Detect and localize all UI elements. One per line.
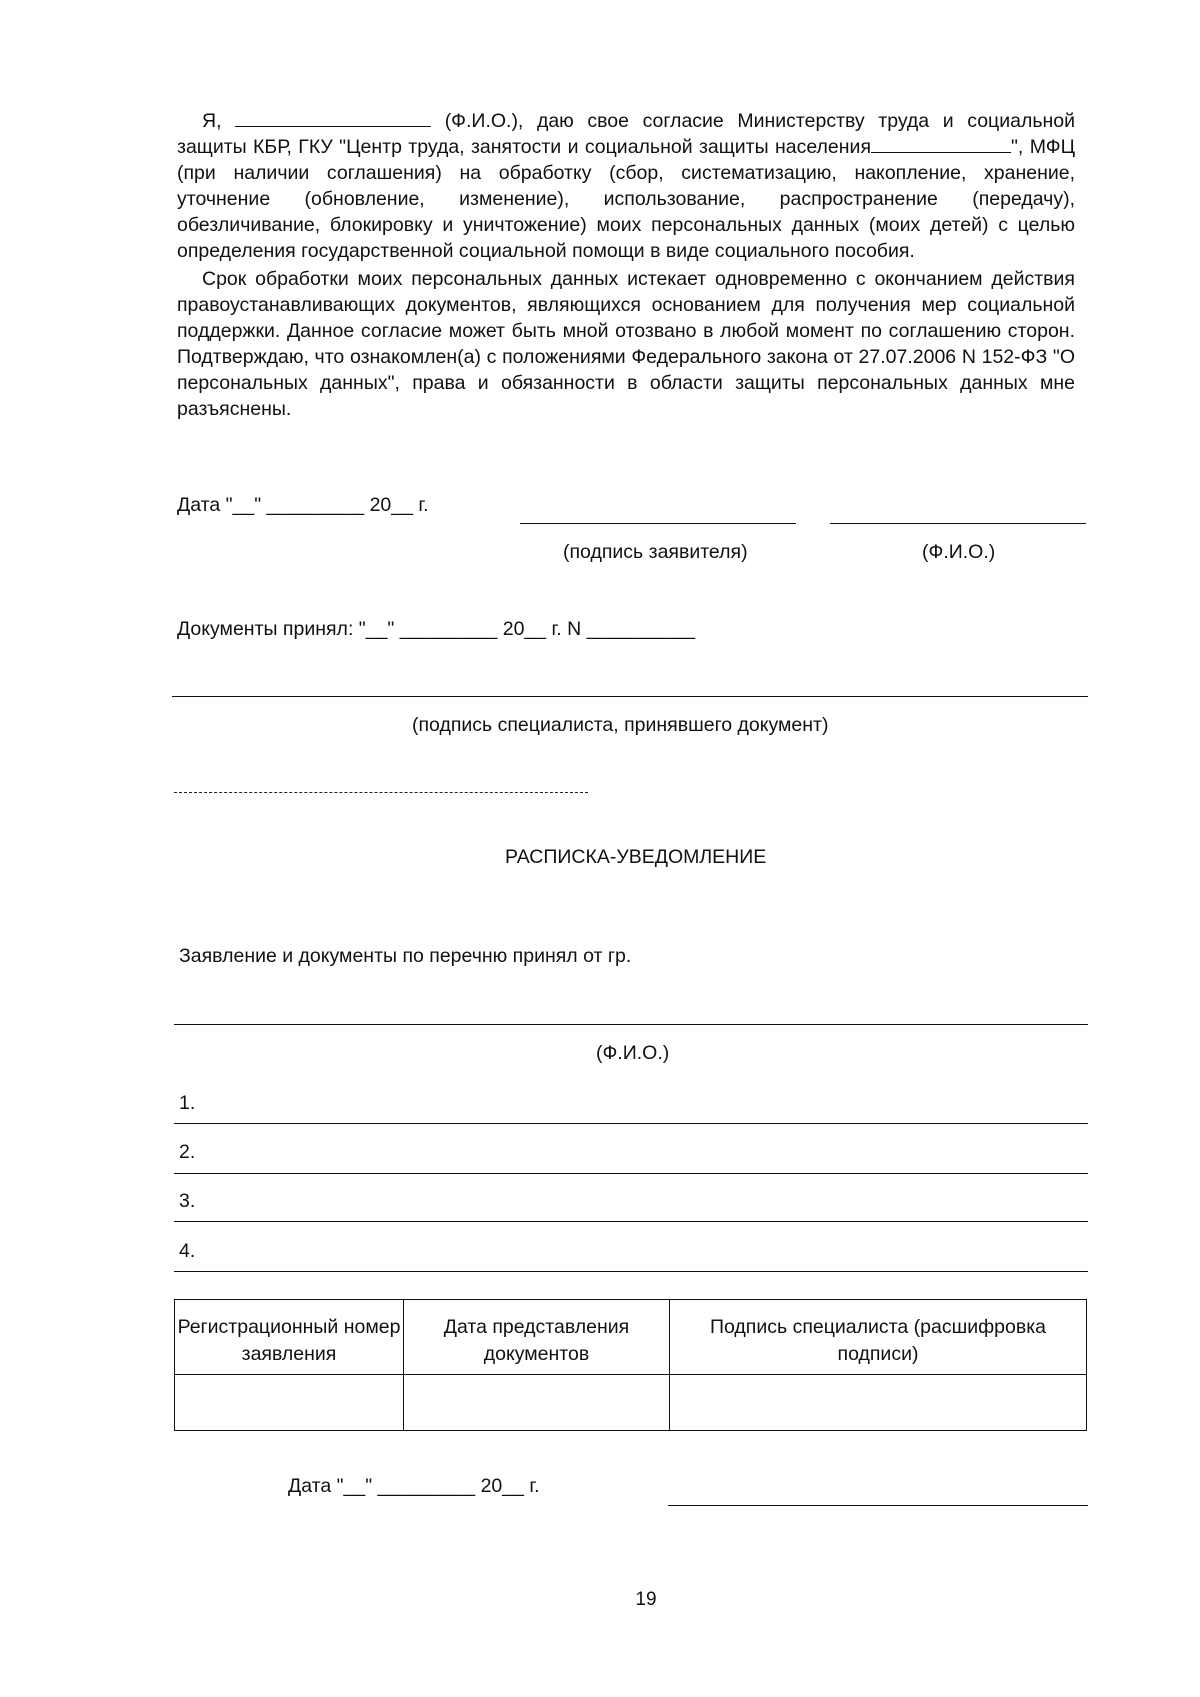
applicant-signature-label: (подпись заявителя) [563, 541, 748, 563]
receipt-fio-line [174, 1024, 1088, 1025]
cell-registration-number [175, 1375, 404, 1431]
fio-label: (Ф.И.О.), [444, 110, 524, 132]
district-blank [871, 136, 1011, 153]
applicant-signature-line [520, 523, 796, 524]
receipt-intro: Заявление и документы по перечню принял от гр. [179, 945, 632, 967]
consent-text-b: МФЦ (при наличии соглашения) на обработку (сбор, систематизацию, накопление, хранение, уточнение (обновление, изменение), использование, распространение (передачу), обезличивание, блокировку и уничтожение) моих персональных данных (моих детей) с целью определения государственной социальной помощи в виде социального пособия. [177, 136, 1075, 262]
bottom-date-line: Дата "__" _________ 20__ г. [288, 1475, 540, 1497]
item-3-number: 3. [179, 1190, 196, 1212]
bottom-signature-line [668, 1505, 1088, 1506]
cell-submission-date [404, 1375, 670, 1431]
item-2-line [174, 1173, 1088, 1174]
item-1-number: 1. [179, 1092, 196, 1114]
consent-paragraph-2: Срок обработки моих персональных данных истекает одновременно с окончанием действия правоустанавливающих документов, являющихся основанием для получения мер социальной поддержки. Данное согласие может быть мной отозвано в любой момент по соглашению сторон. Подтверждаю, что ознакомлен(а) с положениями Федерального закона от 27.07.2006 N 152-ФЗ "О персональных данных", права и обязанности в области защиты персональных данных мне разъяснены. [177, 268, 1075, 420]
specialist-signature-line [172, 696, 1088, 697]
quote-close: ", [1011, 136, 1024, 158]
consent-start: Я, [202, 110, 222, 132]
applicant-fio-line [830, 523, 1086, 524]
receipt-title: РАСПИСКА-УВЕДОМЛЕНИЕ [505, 846, 767, 868]
table-header-row [175, 1300, 1087, 1375]
item-2-number: 2. [179, 1141, 196, 1163]
page-number: 19 [635, 1589, 657, 1610]
applicant-fio-label: (Ф.И.О.) [922, 541, 996, 563]
date-line: Дата "__" _________ 20__ г. [177, 494, 429, 516]
specialist-signature-label: (подпись специалиста, принявшего документ) [412, 714, 829, 736]
documents-received-line: Документы принял: "__" _________ 20__ г. N __________ [177, 618, 696, 640]
header-specialist-signature: Подпись специалиста (расшифровка подписи) [670, 1300, 1087, 1375]
receipt-fio-label: (Ф.И.О.) [596, 1042, 670, 1064]
registration-table [174, 1299, 1087, 1431]
consent-paragraph-1 [177, 108, 1075, 264]
header-registration-number: Регистрационный номер заявления [175, 1300, 404, 1375]
item-3-line [174, 1221, 1088, 1222]
fio-blank [235, 110, 431, 127]
cell-specialist-signature [670, 1375, 1087, 1431]
header-submission-date: Дата представления документов [404, 1300, 670, 1375]
cut-line [174, 792, 588, 793]
consent-text-a: даю свое согласие Министерству труда и социальной защиты КБР, ГКУ "Центр труда, занятости и социальной защиты населения [177, 110, 1075, 158]
table-row [175, 1375, 1087, 1431]
item-4-number: 4. [179, 1240, 196, 1262]
consent-text [177, 108, 1075, 424]
item-1-line [174, 1123, 1088, 1124]
item-4-line [174, 1271, 1088, 1272]
